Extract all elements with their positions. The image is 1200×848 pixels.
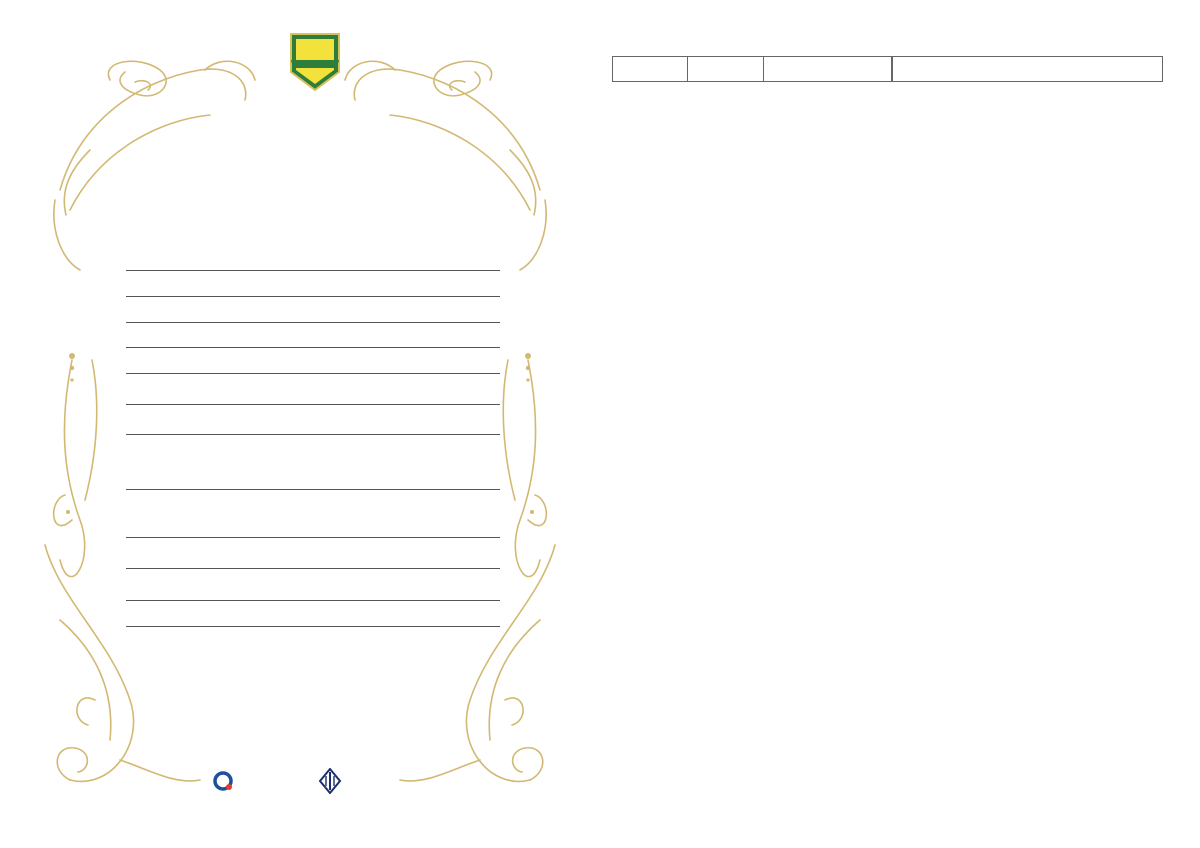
divider xyxy=(126,373,500,374)
inspection-dates-row xyxy=(612,56,1163,82)
jaaa-mark-icon xyxy=(318,768,342,794)
note-of-conditions-sheet xyxy=(600,0,1200,848)
divider xyxy=(126,404,500,405)
divider xyxy=(126,296,500,297)
proto-mark-icon xyxy=(212,770,234,792)
divider xyxy=(126,322,500,323)
divider xyxy=(126,600,500,601)
date-of-inspection-label xyxy=(613,57,688,81)
divider xyxy=(126,347,500,348)
divider xyxy=(126,434,500,435)
goo-kantei-badge-logo xyxy=(287,30,343,94)
divider xyxy=(126,270,500,271)
divider xyxy=(126,489,500,490)
divider xyxy=(126,568,500,569)
divider xyxy=(126,537,500,538)
divider xyxy=(126,626,500,627)
date-of-inspection-value xyxy=(688,57,764,81)
